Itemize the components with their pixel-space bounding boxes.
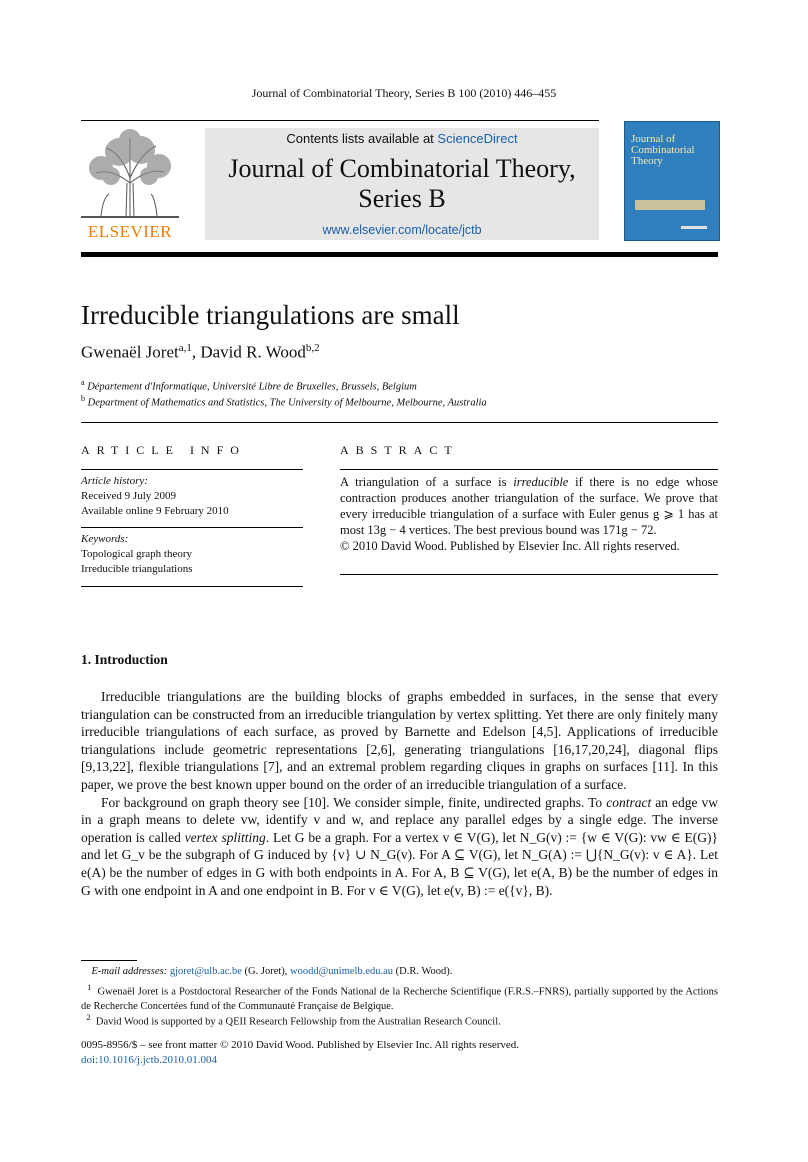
footnote-2: [81, 1010, 718, 1030]
article-footer: [81, 1038, 519, 1068]
footnote-2-number: 2: [86, 1012, 91, 1022]
abstract-bottom-rule: [340, 574, 718, 575]
author-list: [81, 342, 320, 363]
abstract-part: A triangulation of a surface is: [340, 475, 514, 489]
affiliation-a: [81, 378, 417, 393]
running-head: Journal of Combinatorial Theory, Series B 100 (2010) 446–455: [251, 86, 557, 100]
contents-prefix: Contents lists available at: [286, 131, 438, 146]
journal-url-link[interactable]: www.elsevier.com/locate/jctb: [322, 223, 482, 237]
keyword-item[interactable]: Irreducible triangulations: [81, 563, 193, 575]
keywords-label-text: Keywords:: [81, 533, 129, 545]
available-date: Available online 9 February 2010: [81, 505, 229, 517]
history-label-text: Article history:: [81, 475, 148, 487]
cover-title-line2: Combinatorial: [631, 144, 695, 156]
footnote-1: [81, 980, 718, 1014]
keywords: [81, 532, 193, 577]
affiliation-b-label: b: [81, 394, 85, 403]
author-joret[interactable]: Gwenaël Joret: [81, 342, 179, 362]
keywords-label: [81, 532, 193, 547]
email-label: E-mail addresses:: [91, 966, 170, 977]
email-wood-name: (D.R. Wood).: [393, 966, 453, 977]
intro-paragraph-2: [81, 794, 718, 900]
abstract-body: [340, 474, 718, 538]
cover-band: [635, 200, 705, 210]
footnote-1-number: 1: [87, 982, 92, 992]
elsevier-tree-icon: [81, 128, 179, 220]
cover-logo-mark: [681, 226, 707, 229]
article-title: Irreducible triangulations are small: [81, 300, 460, 330]
intro-paragraph-1: Irreducible triangulations are the building blocks of graphs embedded in surfaces, in the sense that every triangulation can be constructed from an irreducible triangulation by vertex splitting. Yet there are only finitely many irreducible triangulations of each surface, as proved by Barnette and Edelson [4,5]. Applications of irreducible triangulations include geometric representations [2,6], generating triangulations [16,17,20,24], diagonal flips [9,13,22], flexible triangulations [7], and an extremal problem regarding cliques in graphs on surfaces [11]. In this paper, we prove the best known upper bound on the order of an irreducible triangulation of a surface.: [81, 689, 718, 792]
para2-part: . Let G be a graph. For a vertex v ∈ V(G), let N_G(v) := {w ∈ V(G): vw ∈ E(G)} and let G_v be the subgraph of G induced by {v} ∪ N_G(v). For A ⊆ V(G), let N_G(A) := ⋃{N_G(v): v ∈ A}. Let e(A) be the number of edges in G with both endpoints in A. For A, B ⊆ V(G), let e(A, B) be the number of edges in G with one endpoint in A and one endpoint in B. For v ∈ V(G), let e(v, B) := e({v}, B).: [81, 829, 719, 898]
front-matter-line: 0095-8956/$ – see front matter © 2010 David Wood. Published by Elsevier Inc. All rights reserved.: [81, 1039, 520, 1051]
keywords-bottom-rule: [81, 586, 303, 587]
journal-title: [205, 154, 599, 214]
abstract-rule: [340, 469, 718, 470]
journal-masthead-box: [205, 128, 599, 240]
author-separator: ,: [191, 342, 201, 362]
elsevier-logo[interactable]: [81, 128, 179, 242]
journal-cover-image[interactable]: [624, 121, 720, 241]
author-wood-markers[interactable]: b,2: [305, 342, 320, 354]
footnote-rule: [81, 960, 137, 961]
footnote-emails: [81, 965, 718, 979]
email-wood-link[interactable]: woodd@unimelb.edu.au: [290, 966, 394, 977]
masthead-top-rule: [81, 120, 599, 121]
intro-body: [81, 688, 718, 899]
abstract-heading: ABSTRACT: [340, 443, 459, 457]
affiliation-b: [81, 394, 487, 409]
affiliation-a-label: a: [81, 378, 85, 387]
info-top-rule: [81, 422, 718, 423]
cover-title-line1: Journal of: [631, 133, 676, 145]
masthead-thick-rule: [81, 252, 718, 257]
para2-part: an edge vw in a graph means to delete vw, identify v and w, and replace any parallel edges by a single edge. The inverse operation is called: [81, 794, 719, 845]
doi-link[interactable]: doi:10.1016/j.jctb.2010.01.004: [81, 1054, 217, 1066]
received-date: Received 9 July 2009: [81, 490, 177, 502]
publisher-name: ELSEVIER: [87, 222, 173, 241]
email-joret-link[interactable]: gjoret@ulb.ac.be: [169, 966, 242, 977]
author-joret-markers[interactable]: a,1: [178, 342, 192, 354]
cover-title-line3: Theory: [631, 155, 663, 167]
footnote-2-text: David Wood is supported by a QEII Research Fellowship from the Australian Research Council.: [95, 1016, 501, 1028]
journal-title-line2: Series B: [358, 184, 446, 213]
email-joret-name: (G. Joret),: [241, 966, 291, 977]
section-heading-introduction: 1. Introduction: [81, 652, 168, 667]
para2-part: For background on graph theory see [10]. We consider simple, finite, undirected graphs. To: [101, 794, 607, 810]
abstract-copyright: © 2010 David Wood. Published by Elsevier Inc. All rights reserved.: [340, 539, 680, 553]
author-wood[interactable]: David R. Wood: [200, 342, 306, 362]
abstract-emphasis: irreducible: [513, 475, 569, 489]
footnote-1-text: Gwenaël Joret is a Postdoctoral Researcher of the Fonds National de la Recherche Scientifique (F.R.S.–FNRS), partially supported by the Actions de Recherche Concertées fund of the Communauté Française de Belgique.: [81, 986, 719, 1012]
cover-title: [631, 134, 695, 167]
affiliation-a-text: Département d'Informatique, Université Libre de Bruxelles, Brussels, Belgium: [87, 381, 417, 393]
history-rule: [81, 527, 303, 528]
history-label: [81, 474, 229, 489]
article-info-rule: [81, 469, 303, 470]
abstract-part: if there is no edge whose contraction produces another triangulation of the surface. We prove that every irreducible triangulation of a surface with Euler genus g ⩾ 1 has at most 13g − 4 vertices. The best previous bound was 171g − 72.: [340, 475, 718, 537]
journal-title-line1: Journal of Combinatorial Theory,: [228, 154, 576, 183]
affiliation-b-text: Department of Mathematics and Statistics, The University of Melbourne, Melbourne, Australia: [87, 397, 487, 409]
article-history: [81, 474, 229, 519]
contents-line: [205, 131, 599, 146]
abstract-text: [340, 474, 718, 554]
sciencedirect-link[interactable]: ScienceDirect: [437, 131, 518, 146]
para2-emphasis: contract: [606, 794, 652, 810]
article-info-heading: ARTICLE INFO: [81, 443, 246, 457]
para2-emphasis: vertex splitting: [184, 829, 266, 845]
keyword-item[interactable]: Topological graph theory: [81, 548, 193, 560]
